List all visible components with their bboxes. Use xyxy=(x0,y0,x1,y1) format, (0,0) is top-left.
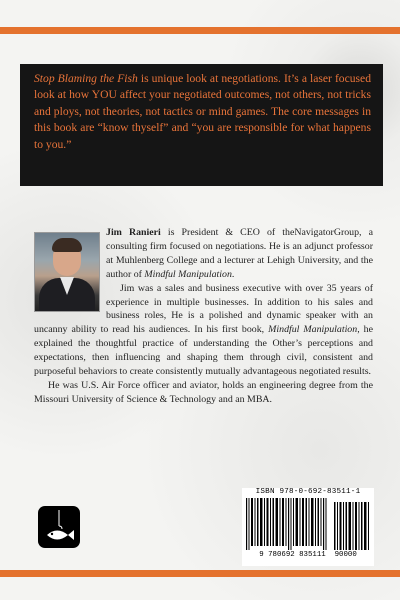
bio-paragraph-1: Jim Ranieri is President & CEO of theNavigatorGroup, a consulting firm focused on negotiations. He is an adjunct professor at Muhlenberg College and a lecturer at Lehigh University, and the author of Mindful Manipulation. xyxy=(106,227,373,280)
barcode-bars xyxy=(242,498,374,550)
bio-paragraph-2: Jim was a sales and business executive with over 35 years of experience in multiple businesses. In addition to his sales and business roles, He is a polished and dynamic speaker with an uncanny ability to read his audiences. In his first book, Mindful Manipulation, he explained the thoughtful practice of understanding the Other’s perceptions and expectations, then influencing and shaping them through civil, consistent and purposeful behaviors to create consistently mutually advantageous negotiated results. xyxy=(34,282,373,378)
bio-paragraph-3: He was U.S. Air Force officer and aviator, holds an engineering degree from the Missouri University of Science & Technology and an MBA. xyxy=(34,379,373,405)
blurb-title: Stop Blaming the Fish xyxy=(34,72,138,85)
isbn-text: ISBN 978-0-692-83511-1 xyxy=(255,488,361,496)
isbn-barcode xyxy=(242,488,374,566)
blurb-body: is unique look at negotiations. It’s a laser focused look at how YOU affect your negotiated outcomes, not others, not tricks and ploys, not theories, not tactics or mind games. The core messages in this book are “know thyself” and “you are responsible for what happens to you.” xyxy=(34,72,371,151)
barcode-digits: 9 780692 835111 90000 xyxy=(259,551,357,559)
bottom-accent-stripe xyxy=(0,570,400,577)
bio-book-title-1: Mindful Manipulation xyxy=(144,268,232,280)
barcode-addon: 90000 xyxy=(334,551,357,559)
author-name: Jim Ranieri xyxy=(106,227,161,238)
top-accent-stripe xyxy=(0,27,400,34)
bio-book-title-2: Mindful Manipulation xyxy=(268,324,358,336)
fish-icon xyxy=(38,506,80,548)
author-bio xyxy=(34,226,373,407)
blurb-text xyxy=(34,71,371,153)
fish-logo-icon xyxy=(38,506,80,548)
